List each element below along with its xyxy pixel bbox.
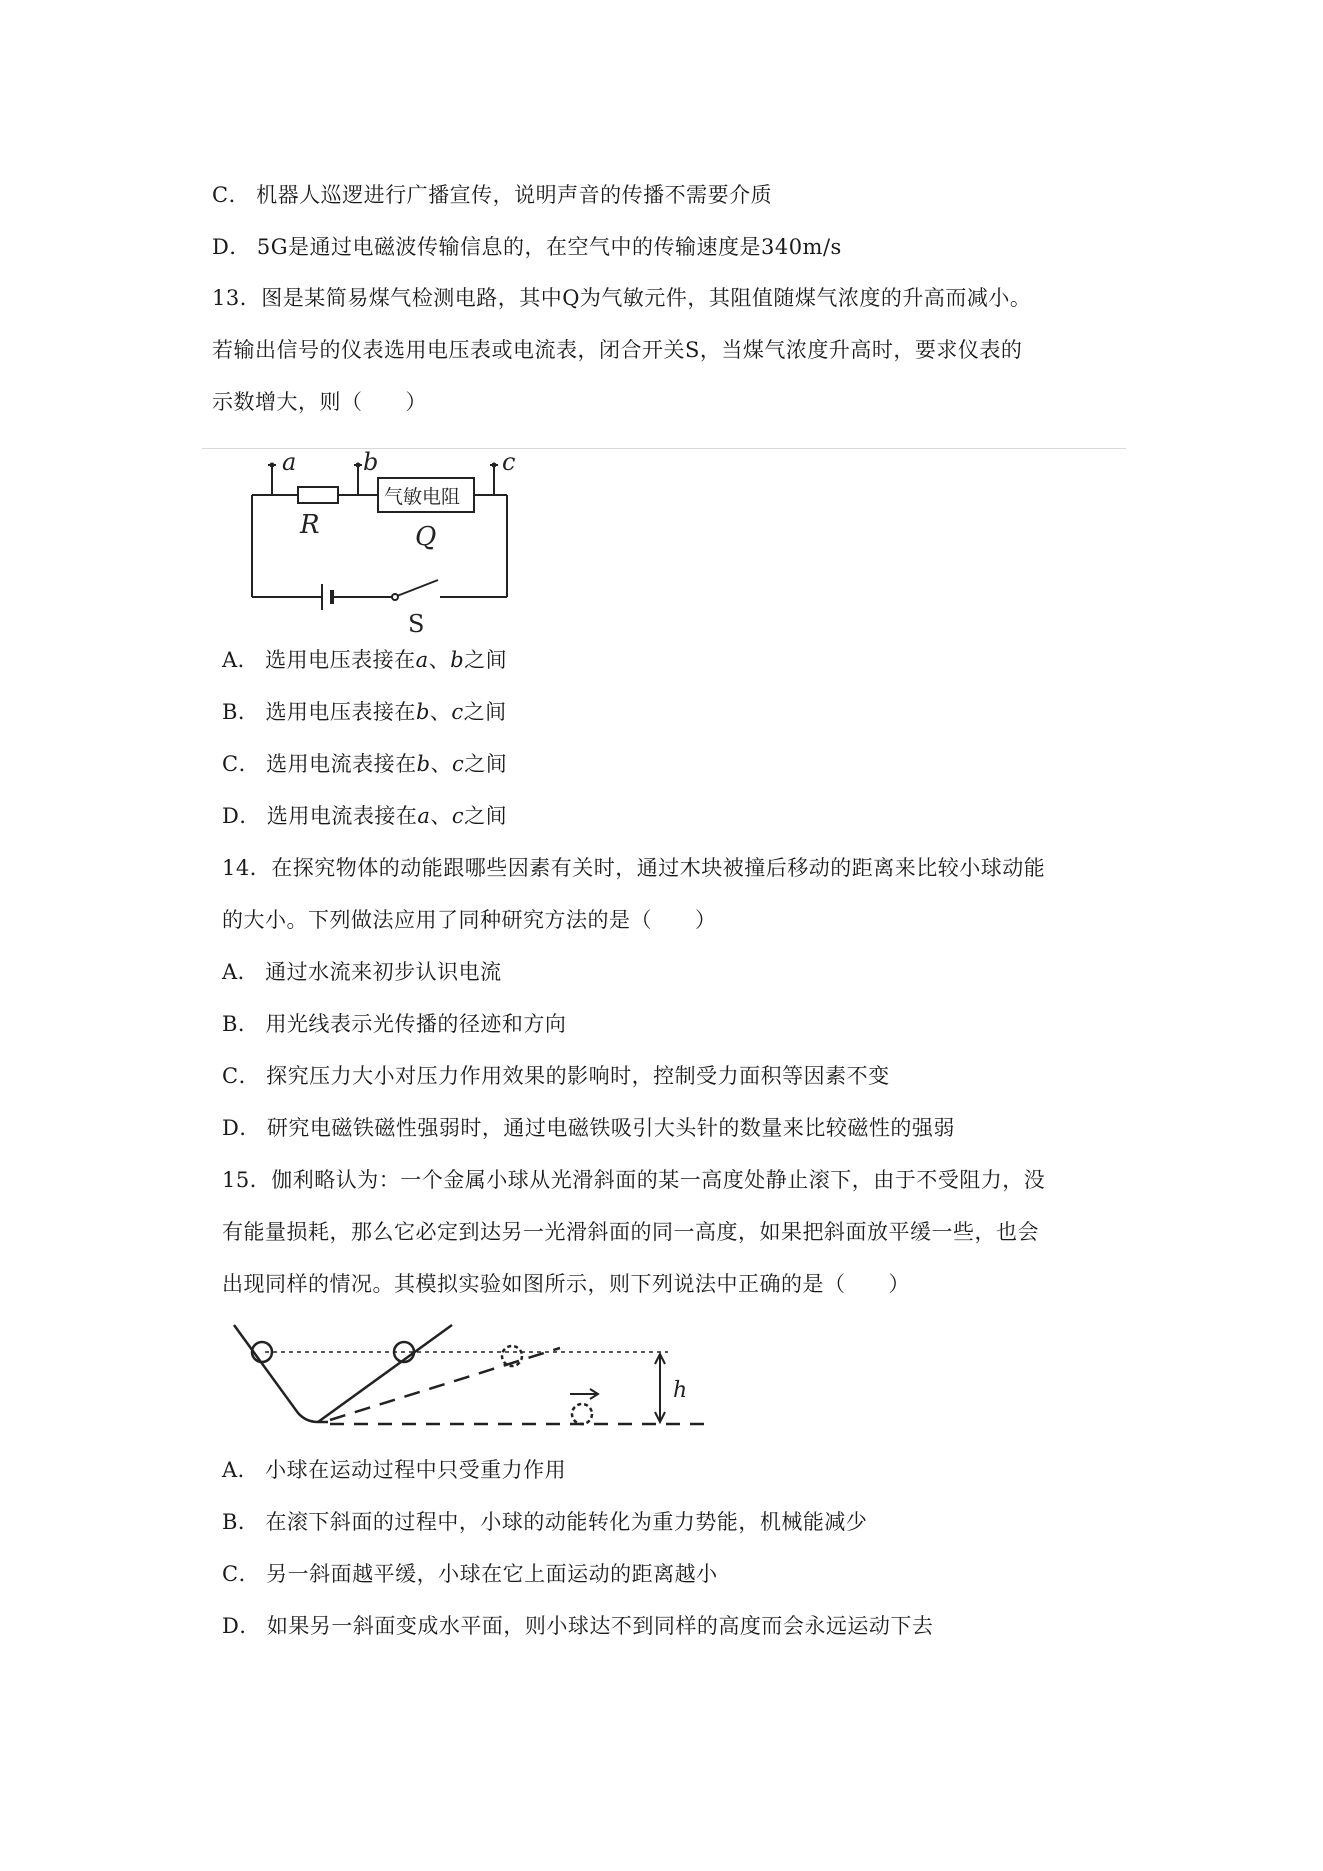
terminal-b-label: b xyxy=(363,448,379,476)
q14-option-d xyxy=(222,1113,955,1143)
height-label: h xyxy=(673,1378,688,1403)
point-1: a xyxy=(417,804,431,828)
q13-stem-line-3: 示数增大，则（ ） xyxy=(212,390,427,414)
q13-option-b xyxy=(222,697,507,727)
option-label: C． xyxy=(222,752,261,776)
resistor-label: R xyxy=(300,510,320,540)
left-incline xyxy=(234,1325,328,1422)
point-1: a xyxy=(415,648,429,672)
separator: 、 xyxy=(429,700,452,724)
q14-option-c xyxy=(222,1061,890,1091)
option-suffix: 之间 xyxy=(464,804,508,828)
right-incline-solid xyxy=(318,1325,452,1422)
q14-option-a xyxy=(222,957,502,987)
separator: 、 xyxy=(430,752,453,776)
option-text: 5G是通过电磁波传输信息的，在空气中的传输速度是340m/s xyxy=(256,235,842,259)
option-text: 探究压力大小对压力作用效果的影响时，控制受力面积等因素不变 xyxy=(266,1064,890,1088)
option-text: 小球在运动过程中只受重力作用 xyxy=(265,1458,567,1482)
q15-option-d xyxy=(222,1611,933,1641)
terminal-c-label: c xyxy=(502,448,516,476)
option-text: 用光线表示光传播的径迹和方向 xyxy=(265,1012,567,1036)
q14-stem-line-2: 的大小。下列做法应用了同种研究方法的是（ ） xyxy=(222,908,717,932)
gentle-incline-dashed xyxy=(330,1348,560,1420)
option-suffix: 之间 xyxy=(464,648,508,672)
option-text: 研究电磁铁磁性强弱时，通过电磁铁吸引大头针的数量来比较磁性的强弱 xyxy=(266,1116,955,1140)
option-label: B． xyxy=(222,700,260,724)
point-1: b xyxy=(416,752,431,776)
point-2: c xyxy=(451,700,464,724)
switch-blade xyxy=(397,580,438,596)
option-label: D． xyxy=(212,235,251,259)
ball-start xyxy=(252,1342,272,1362)
q13-stem-line-2: 若输出信号的仪表选用电压表或电流表，闭合开关S，当煤气浓度升高时，要求仪表的 xyxy=(212,338,1023,362)
switch-label: S xyxy=(408,610,425,638)
gas-sensor-box-text: 气敏电阻 xyxy=(384,486,461,508)
option-label: C． xyxy=(212,183,251,207)
ball-horizontal xyxy=(572,1404,592,1424)
q13-option-a xyxy=(222,645,507,675)
option-text: 如果另一斜面变成水平面，则小球达不到同样的高度而会永远运动下去 xyxy=(266,1614,934,1638)
separator: 、 xyxy=(428,648,451,672)
velocity-arrow-head xyxy=(590,1389,598,1399)
ball-gentle-incline xyxy=(502,1346,522,1366)
resistor-r xyxy=(298,487,338,503)
point-2: b xyxy=(450,648,465,672)
q15-option-a xyxy=(222,1455,566,1485)
option-label: A． xyxy=(222,648,260,672)
option-text: 选用电压表接在 xyxy=(265,700,416,724)
option-label: C． xyxy=(222,1064,261,1088)
sensor-label: Q xyxy=(415,522,437,552)
point-1: b xyxy=(415,700,430,724)
option-text: 另一斜面越平缓，小球在它上面运动的距离越小 xyxy=(266,1562,718,1586)
ball-right-incline xyxy=(394,1342,414,1362)
terminal-a-label: a xyxy=(282,448,297,476)
option-text: 选用电流表接在 xyxy=(266,804,418,828)
option-label: D． xyxy=(222,1116,261,1140)
option-label: A． xyxy=(222,960,260,984)
option-text: 选用电压表接在 xyxy=(265,648,416,672)
q13-option-d xyxy=(222,801,507,831)
q15-option-b xyxy=(222,1507,867,1537)
point-2: c xyxy=(451,804,465,828)
q14-stem-line-1: 14．在探究物体的动能跟哪些因素有关时，通过木块被撞后移动的距离来比较小球动能 xyxy=(222,856,1046,880)
option-label: D． xyxy=(222,1614,261,1638)
option-label: C． xyxy=(222,1562,261,1586)
q15-stem-line-1: 15．伽利略认为：一个金属小球从光滑斜面的某一高度处静止滚下，由于不受阻力，没 xyxy=(222,1168,1046,1192)
q14-option-b xyxy=(222,1009,566,1039)
q15-stem-line-2: 有能量损耗，那么它必定到达另一光滑斜面的同一高度，如果把斜面放平缓一些，也会 xyxy=(222,1220,1039,1244)
option-text: 选用电流表接在 xyxy=(266,752,417,776)
option-label: D． xyxy=(222,804,261,828)
gas-detector-circuit-diagram xyxy=(0,0,1323,640)
option-suffix: 之间 xyxy=(464,752,508,776)
option-label: B． xyxy=(222,1510,260,1534)
height-arrow-top xyxy=(655,1354,665,1364)
point-2: c xyxy=(452,752,465,776)
separator: 、 xyxy=(430,804,452,828)
option-suffix: 之间 xyxy=(463,700,507,724)
q13-stem-line-1: 13．图是某简易煤气检测电路，其中Q为气敏元件，其阻值随煤气浓度的升高而减小。 xyxy=(212,286,1032,310)
option-text: 在滚下斜面的过程中，小球的动能转化为重力势能，机械能减少 xyxy=(265,1510,868,1534)
height-arrow-bottom xyxy=(655,1412,665,1422)
option-label: B． xyxy=(222,1012,260,1036)
option-text: 机器人巡逻进行广播宣传，说明声音的传播不需要介质 xyxy=(256,183,773,207)
option-label: A． xyxy=(222,1458,260,1482)
option-text: 通过水流来初步认识电流 xyxy=(265,960,502,984)
q15-option-c xyxy=(222,1559,718,1589)
q13-option-c xyxy=(222,749,507,779)
q15-stem-line-3: 出现同样的情况。其模拟实验如图所示，则下列说法中正确的是（ ） xyxy=(222,1272,910,1296)
